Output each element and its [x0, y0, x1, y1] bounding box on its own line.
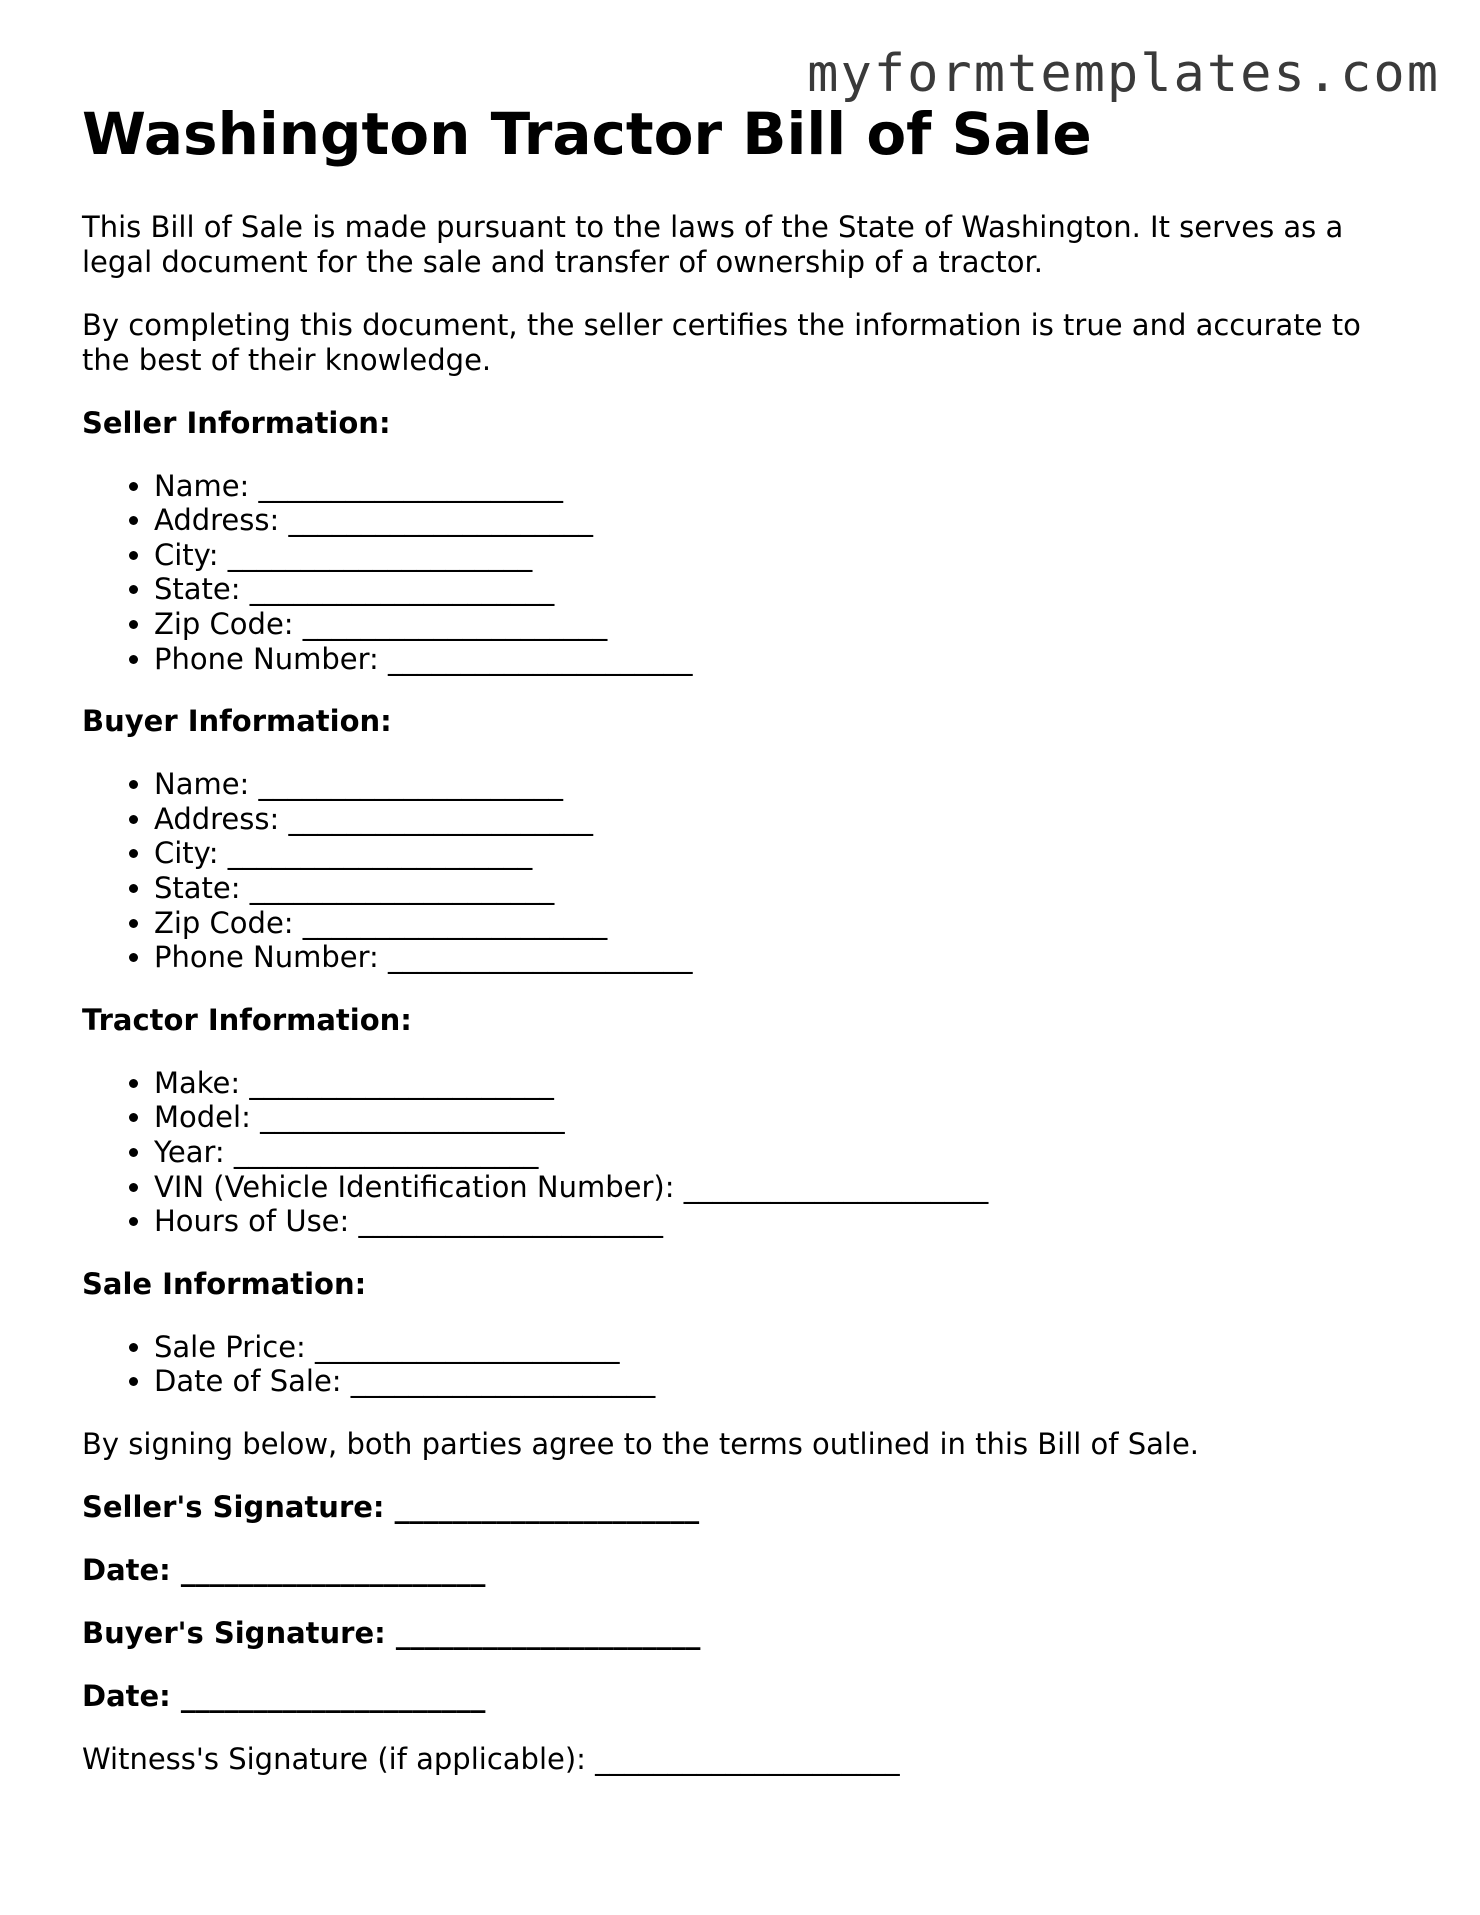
sale-price-field[interactable] [154, 1330, 1402, 1365]
tractor-model-field[interactable] [154, 1100, 1402, 1135]
tractor-hours-field[interactable] [154, 1204, 1402, 1239]
fill-in-line: _____________________ [394, 1489, 700, 1524]
seller-phone-field[interactable] [154, 642, 1402, 677]
seller-city-field[interactable] [154, 538, 1402, 573]
fill-in-line: _____________________ [180, 1678, 486, 1713]
page-title: Washington Tractor Bill of Sale [82, 100, 1092, 168]
tractor-vin-field[interactable] [154, 1170, 1402, 1205]
field-label: Phone Number: [154, 940, 379, 975]
buyer-fields-list [82, 767, 1402, 975]
fill-in-line: _____________________ [258, 767, 564, 802]
field-label: State: [154, 870, 241, 905]
sale-fields-list [82, 1330, 1402, 1399]
seller-fields-list [82, 469, 1402, 677]
fill-in-line: _____________________ [595, 1741, 900, 1776]
seller-signature-field[interactable] [82, 1490, 1402, 1525]
field-label: Seller's Signature: [82, 1489, 385, 1524]
fill-in-line: _____________________ [395, 1615, 701, 1650]
field-label: City: [154, 836, 219, 871]
fill-in-line: _____________________ [315, 1329, 620, 1364]
field-label: Make: [154, 1065, 241, 1100]
tractor-fields-list [82, 1066, 1402, 1239]
fill-in-line: _____________________ [260, 1100, 565, 1135]
field-label: Sale Price: [154, 1329, 306, 1364]
agreement-statement: By signing below, both parties agree to the terms outlined in this Bill of Sale. [82, 1426, 1200, 1461]
tractor-section-heading: Tractor Information: [82, 1002, 412, 1037]
fill-in-line: _____________________ [258, 468, 564, 503]
witness-signature-field[interactable] [82, 1742, 1402, 1777]
fill-in-line: _____________________ [180, 1552, 486, 1587]
intro-paragraph-1: This Bill of Sale is made pursuant to the laws of the State of Washington. It serves as a legal document for the sale and transfer of ownership of a tractor. [82, 209, 1344, 279]
fill-in-line: _____________________ [227, 537, 533, 572]
intro-paragraph-2: By completing this document, the seller certifies the information is true and accurate to the best of their knowledge. [82, 307, 1361, 377]
fill-in-line: _____________________ [302, 905, 608, 940]
field-label: Phone Number: [154, 641, 379, 676]
field-label: Date of Sale: [154, 1364, 342, 1399]
fill-in-line: _____________________ [388, 641, 693, 676]
buyer-address-field[interactable] [154, 802, 1402, 837]
fill-in-line: _____________________ [288, 801, 593, 836]
seller-name-field[interactable] [154, 469, 1402, 504]
buyer-signature-field[interactable] [82, 1616, 1402, 1651]
fill-in-line: _____________________ [227, 836, 533, 871]
buyer-phone-field[interactable] [154, 940, 1402, 975]
buyer-zip-field[interactable] [154, 906, 1402, 941]
field-label: Name: [154, 468, 250, 503]
fill-in-line: _____________________ [350, 1364, 656, 1399]
seller-address-field[interactable] [154, 503, 1402, 538]
fill-in-line: _____________________ [233, 1134, 539, 1169]
fill-in-line: _____________________ [358, 1204, 664, 1239]
field-label: Year: [154, 1134, 225, 1169]
field-label: City: [154, 537, 219, 572]
seller-section-heading: Seller Information: [82, 405, 391, 440]
fill-in-line: _____________________ [249, 572, 555, 607]
fill-in-line: _____________________ [249, 1065, 554, 1100]
seller-date-field[interactable] [82, 1553, 1402, 1588]
field-label: Name: [154, 767, 250, 802]
tractor-year-field[interactable] [154, 1135, 1402, 1170]
field-label: Hours of Use: [154, 1204, 350, 1239]
sale-date-field[interactable] [154, 1364, 1402, 1399]
field-label: Date: [82, 1552, 171, 1587]
field-label: Zip Code: [154, 606, 294, 641]
field-label: State: [154, 572, 241, 607]
field-label: Buyer's Signature: [82, 1615, 386, 1650]
field-label: Witness's Signature (if applicable): [82, 1741, 586, 1776]
fill-in-line: _____________________ [249, 870, 555, 905]
document-body [82, 100, 1402, 1805]
field-label: Date: [82, 1678, 171, 1713]
site-watermark: myformtemplates.com [807, 44, 1440, 104]
buyer-state-field[interactable] [154, 871, 1402, 906]
fill-in-line: _____________________ [683, 1169, 989, 1204]
seller-state-field[interactable] [154, 572, 1402, 607]
fill-in-line: _____________________ [288, 503, 593, 538]
field-label: VIN (Vehicle Identification Number): [154, 1169, 675, 1204]
fill-in-line: _____________________ [302, 606, 608, 641]
buyer-date-field[interactable] [82, 1679, 1402, 1714]
buyer-name-field[interactable] [154, 767, 1402, 802]
field-label: Zip Code: [154, 905, 294, 940]
field-label: Model: [154, 1100, 251, 1135]
fill-in-line: _____________________ [388, 940, 693, 975]
buyer-section-heading: Buyer Information: [82, 704, 392, 739]
sale-section-heading: Sale Information: [82, 1266, 367, 1301]
tractor-make-field[interactable] [154, 1066, 1402, 1101]
field-label: Address: [154, 503, 280, 538]
buyer-city-field[interactable] [154, 836, 1402, 871]
seller-zip-field[interactable] [154, 607, 1402, 642]
field-label: Address: [154, 801, 280, 836]
